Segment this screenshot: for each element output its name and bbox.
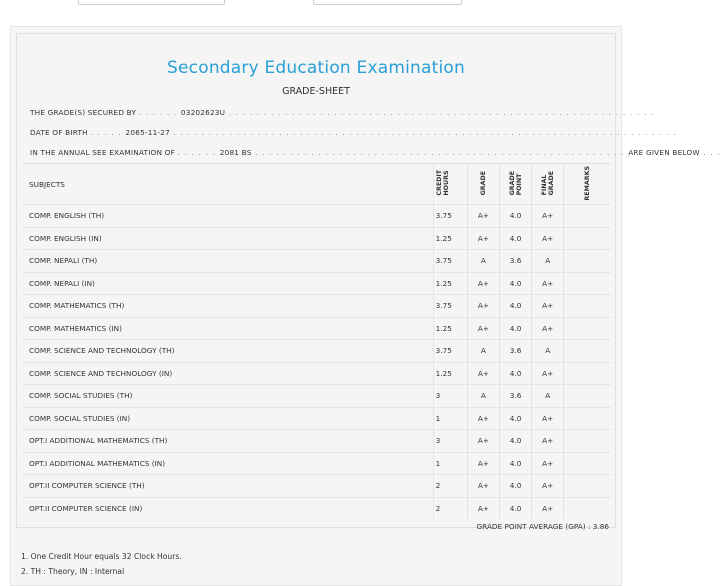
final-grade-cell: A+ [532,272,564,295]
top-input-right[interactable] [313,0,462,5]
credit-hours-cell: 1 [433,452,467,475]
exam-line: IN THE ANNUAL SEE EXAMINATION OF . . . . . . 2081 BS . . . . . . . . . . . . . . . . . . . . . . . . . . . . . . . . . . . . . . . . . . . . . . . . . . . . . ARE GIVEN BELOW . . . [30,148,721,157]
note-item: 1. One Credit Hour equals 32 Clock Hours. [21,552,182,561]
final-grade-cell: A+ [532,362,564,385]
note-item: 2. TH : Theory, IN : Internal [21,567,125,576]
gpa-summary [477,522,609,531]
final-grade-cell: A+ [532,317,564,340]
secured-by-line: THE GRADE(S) SECURED BY . . . . . . 03202623U . . . . . . . . . . . . . . . . . . . . . . . . . . . . . . . . . . . . . . . . . . . . . . . . . . . . . . . . . . . . . [30,108,655,117]
grade-point-cell: 3.6 [500,385,532,408]
grade-cell: A+ [467,452,499,475]
grade-cell: A+ [467,317,499,340]
subject-cell: COMP. MATHEMATICS (TH) [23,295,433,318]
remarks-cell [564,452,611,475]
table-row [23,452,611,475]
credit-hours-cell: 1.25 [433,272,467,295]
remarks-cell [564,340,611,363]
grade-cell: A [467,340,499,363]
remarks-cell [564,407,611,430]
grade-point-cell: 4.0 [500,407,532,430]
table-row [23,407,611,430]
subject-cell: COMP. NEPALI (IN) [23,272,433,295]
remarks-cell [564,475,611,498]
remarks-cell [564,362,611,385]
grade-cell: A+ [467,497,499,519]
subject-cell: COMP. MATHEMATICS (IN) [23,317,433,340]
grade-point-cell: 4.0 [500,430,532,453]
final-grade-cell: A+ [532,205,564,228]
remarks-cell [564,295,611,318]
grade-cell: A [467,385,499,408]
credit-hours-header: CREDIT HOURS [435,170,450,196]
table-row [23,227,611,250]
final-grade-cell: A [532,340,564,363]
grade-cell: A+ [467,475,499,498]
subjects-header: SUBJECTS [23,164,433,205]
grade-point-cell: 4.0 [500,497,532,519]
grade-point-cell: 3.6 [500,250,532,273]
dob-line: DATE OF BIRTH . . . . . 2065-11-27 . . . . . . . . . . . . . . . . . . . . . . . . . . . . . . . . . . . . . . . . . . . . . . . . . . . . . . . . . . . . . . . . . . . . . . . . [30,128,677,137]
table-row [23,362,611,385]
credit-hours-cell: 3.75 [433,205,467,228]
credit-hours-cell: 3.75 [433,340,467,363]
credit-hours-cell: 1.25 [433,227,467,250]
dob-label: DATE OF BIRTH [30,128,88,137]
secured-by-label: THE GRADE(S) SECURED BY [30,108,137,117]
final-grade-cell: A+ [532,407,564,430]
exam-year: 2081 BS [219,148,252,157]
table-row [23,497,611,519]
grade-point-header: GRADE POINT [508,170,523,196]
grade-point-cell: 4.0 [500,452,532,475]
credit-hours-cell: 1.25 [433,317,467,340]
symbol-number: 03202623U [180,108,226,117]
subject-cell: COMP. SOCIAL STUDIES (TH) [23,385,433,408]
credit-hours-cell: 3 [433,385,467,408]
exam-suffix: ARE GIVEN BELOW [628,148,700,157]
gpa-value: 3.86 [592,522,609,531]
remarks-cell [564,317,611,340]
remarks-cell [564,385,611,408]
grade-cell: A+ [467,362,499,385]
dob-value: 2065-11-27 [125,128,170,137]
remarks-cell [564,272,611,295]
table-row [23,340,611,363]
grade-cell: A+ [467,430,499,453]
grade-cell: A [467,250,499,273]
grade-point-cell: 4.0 [500,272,532,295]
final-grade-cell: A+ [532,497,564,519]
credit-hours-cell: 3.75 [433,250,467,273]
grades-table [23,163,611,519]
final-grade-cell: A [532,385,564,408]
table-row [23,205,611,228]
page-title: Secondary Education Examination [167,58,465,78]
subject-cell: OPT.II COMPUTER SCIENCE (TH) [23,475,433,498]
grade-cell: A+ [467,227,499,250]
final-grade-header: FINAL GRADE [540,170,555,196]
remarks-cell [564,497,611,519]
grade-cell: A+ [467,205,499,228]
subject-cell: COMP. NEPALI (TH) [23,250,433,273]
table-row [23,475,611,498]
table-header-row [23,164,611,205]
credit-hours-cell: 1 [433,407,467,430]
subject-cell: OPT.I ADDITIONAL MATHEMATICS (IN) [23,452,433,475]
grade-point-cell: 4.0 [500,362,532,385]
final-grade-cell: A+ [532,295,564,318]
remarks-cell [564,227,611,250]
grade-point-cell: 3.6 [500,340,532,363]
table-row [23,295,611,318]
gpa-label: GRADE POINT AVERAGE (GPA) : [476,522,591,531]
grade-point-cell: 4.0 [500,317,532,340]
grade-sheet-panel [10,26,721,586]
subject-cell: COMP. SCIENCE AND TECHNOLOGY (TH) [23,340,433,363]
table-row [23,250,611,273]
table-row [23,272,611,295]
notes [21,549,182,579]
credit-hours-cell: 3.75 [433,295,467,318]
exam-label: IN THE ANNUAL SEE EXAMINATION OF [30,148,176,157]
grade-point-cell: 4.0 [500,295,532,318]
grade-sheet-card [16,33,721,531]
final-grade-cell: A+ [532,227,564,250]
grade-point-cell: 4.0 [500,227,532,250]
table-row [23,430,611,453]
subject-cell: COMP. ENGLISH (TH) [23,205,433,228]
table-row [23,385,611,408]
top-input-left[interactable] [78,0,225,5]
credit-hours-cell: 1.25 [433,362,467,385]
subject-cell: OPT.II COMPUTER SCIENCE (IN) [23,497,433,519]
final-grade-cell: A [532,250,564,273]
subject-cell: COMP. SCIENCE AND TECHNOLOGY (IN) [23,362,433,385]
grade-sheet-subtitle: GRADE-SHEET [282,86,350,97]
grade-header: GRADE [479,170,487,196]
subject-cell: COMP. ENGLISH (IN) [23,227,433,250]
credit-hours-cell: 3 [433,430,467,453]
remarks-cell [564,250,611,273]
grade-cell: A+ [467,272,499,295]
credit-hours-cell: 2 [433,475,467,498]
grade-point-cell: 4.0 [500,205,532,228]
remarks-header: REMARKS [584,165,592,201]
final-grade-cell: A+ [532,452,564,475]
grade-cell: A+ [467,407,499,430]
remarks-cell [564,205,611,228]
final-grade-cell: A+ [532,430,564,453]
table-row [23,317,611,340]
credit-hours-cell: 2 [433,497,467,519]
remarks-cell [564,430,611,453]
subject-cell: COMP. SOCIAL STUDIES (IN) [23,407,433,430]
grade-point-cell: 4.0 [500,475,532,498]
grade-cell: A+ [467,295,499,318]
subject-cell: OPT.I ADDITIONAL MATHEMATICS (TH) [23,430,433,453]
final-grade-cell: A+ [532,475,564,498]
